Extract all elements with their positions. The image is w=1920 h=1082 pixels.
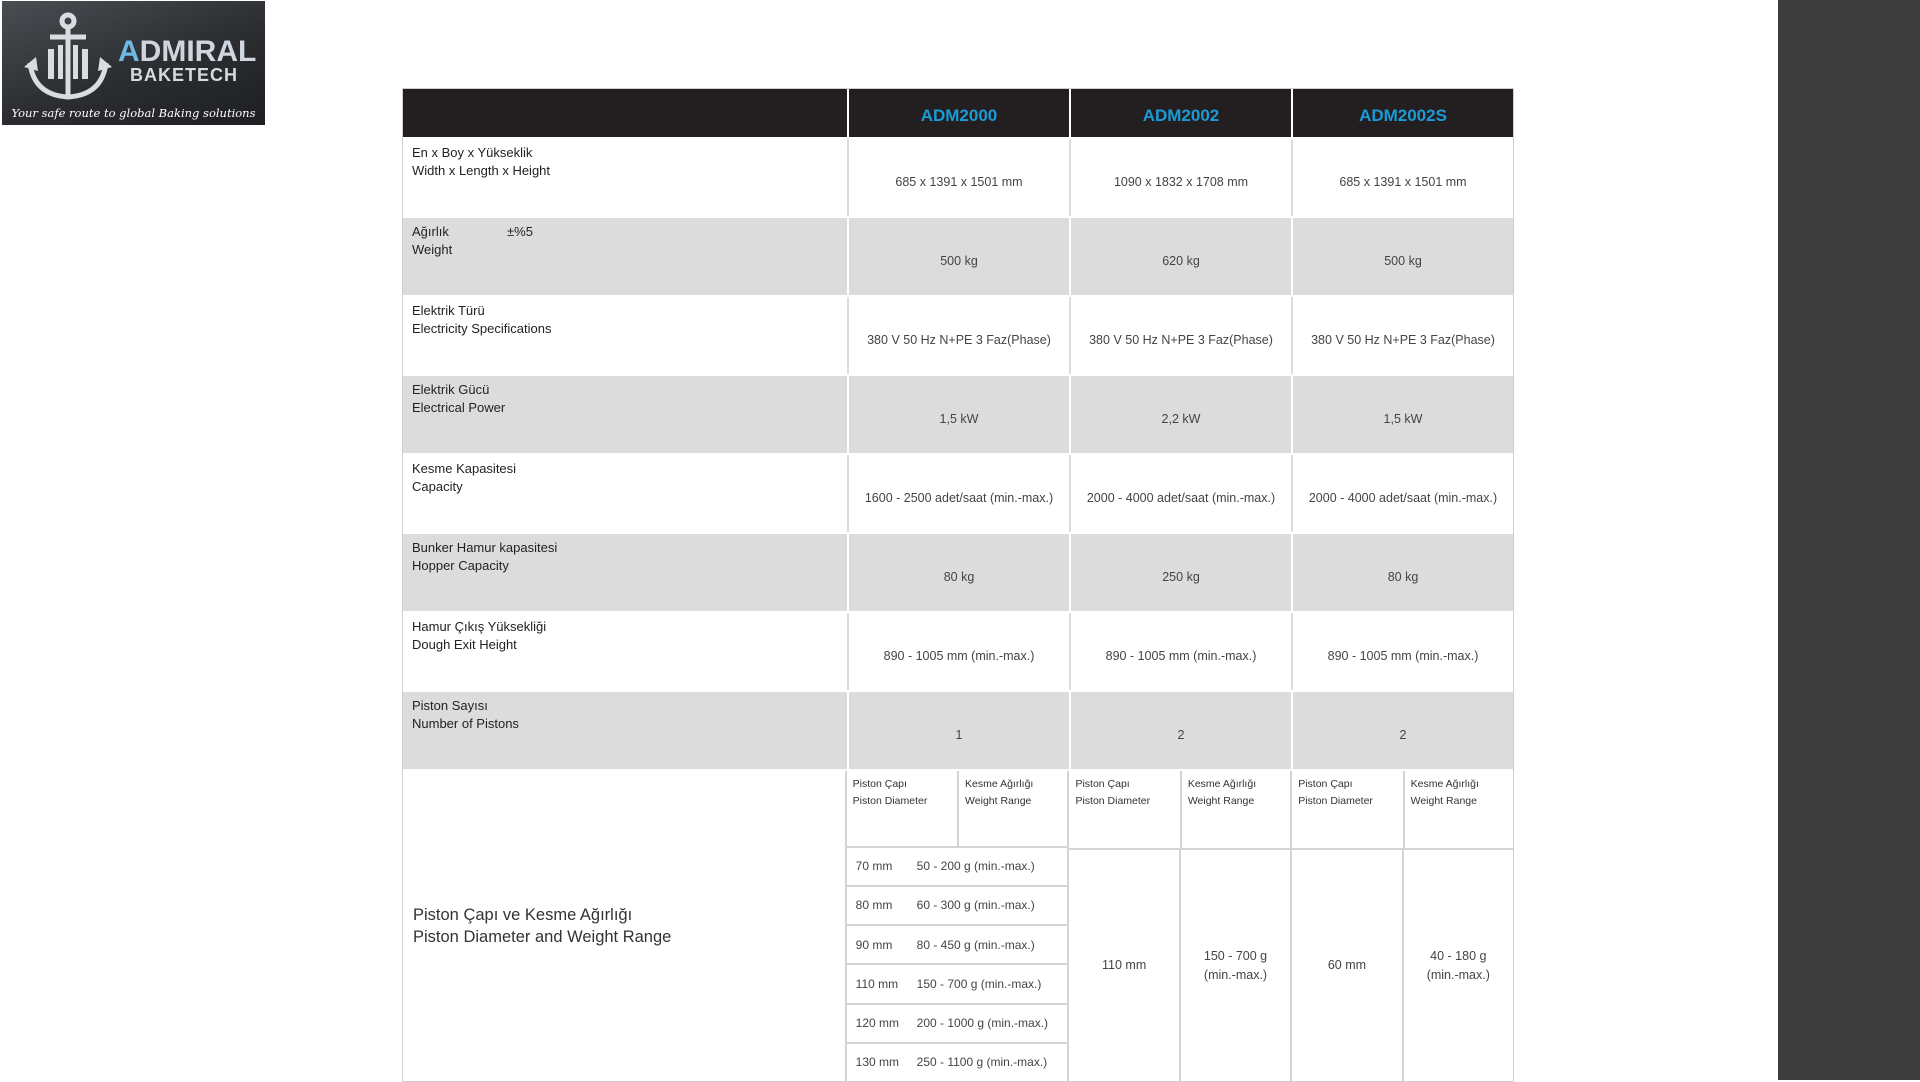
table-row-dough-exit-height xyxy=(403,613,1513,692)
anchor-logo-icon xyxy=(20,11,116,105)
value-cell: 80 kg xyxy=(847,534,1069,611)
value-cell: 80 kg xyxy=(1291,534,1513,611)
table-row-piston-diameter-weight xyxy=(403,771,1513,1081)
logo-subtitle: BAKETECH xyxy=(130,65,239,85)
value-cell: 380 V 50 Hz N+PE 3 Faz(Phase) xyxy=(847,297,1069,374)
value-cell: 250 kg xyxy=(1069,534,1291,611)
value-cell: 1,5 kW xyxy=(847,376,1069,453)
value-cell: 2 xyxy=(1069,692,1291,769)
admiral-baketech-logo xyxy=(2,1,265,125)
value-cell: 685 x 1391 x 1501 mm xyxy=(1291,139,1513,216)
row-label: Kesme Kapasitesi Capacity xyxy=(412,461,517,494)
piston-values xyxy=(1069,850,1290,1081)
right-sidebar-band xyxy=(1778,0,1920,1080)
row-label: En x Boy x Yükseklik Width x Length x Height xyxy=(412,145,551,178)
value-cell: 500 kg xyxy=(847,218,1069,295)
table-row-number-of-pistons xyxy=(403,692,1513,771)
value-cell: 2000 - 4000 adet/saat (min.-max.) xyxy=(1291,455,1513,532)
row-label: Ağırlık ±%5 Weight xyxy=(412,224,533,257)
row-label: Elektrik Gücü Electrical Power xyxy=(412,382,506,415)
weight-range-header: Kesme Ağırlığı Weight Range xyxy=(1180,771,1290,848)
piston-group-adm2002 xyxy=(1067,771,1290,1081)
piston-diameter-value: 110 mm xyxy=(1102,958,1147,972)
piston-group-adm2000 xyxy=(845,771,1068,1081)
piston-diameter-value: 60 mm xyxy=(1327,958,1367,972)
row-label: Piston Sayısı Number of Pistons xyxy=(412,698,519,731)
list-item: 80 mm 60 - 300 g (min.-max.) xyxy=(847,887,1068,926)
row-label: Bunker Hamur kapasitesi Hopper Capacity xyxy=(412,540,558,573)
table-row-electricity-type xyxy=(403,297,1513,376)
value-cell: 2 xyxy=(1291,692,1513,769)
piston-subheader xyxy=(847,771,1068,848)
table-header-row xyxy=(403,89,1513,139)
value-cell: 1,5 kW xyxy=(1291,376,1513,453)
value-cell: 890 - 1005 mm (min.-max.) xyxy=(847,613,1069,690)
weight-range-value: 150 - 700 g (min.-max.) xyxy=(1179,850,1290,1081)
list-item: 90 mm 80 - 450 g (min.-max.) xyxy=(847,926,1068,965)
model-header-adm2000: ADM2000 xyxy=(847,89,1069,137)
value-cell: 1090 x 1832 x 1708 mm xyxy=(1069,139,1291,216)
header-blank-cell xyxy=(403,89,847,137)
value-cell: 380 V 50 Hz N+PE 3 Faz(Phase) xyxy=(1291,297,1513,374)
weight-range-header: Kesme Ağırlığı Weight Range xyxy=(1403,771,1513,848)
value-cell: 890 - 1005 mm (min.-max.) xyxy=(1291,613,1513,690)
model-header-adm2002s: ADM2002S xyxy=(1291,89,1513,137)
piston-values xyxy=(1292,850,1513,1081)
piston-row-label: Piston Çapı ve Kesme Ağırlığı Piston Diameter and Weight Range xyxy=(413,906,672,946)
table-row-electrical-power xyxy=(403,376,1513,455)
table-row-weight xyxy=(403,218,1513,297)
piston-subheader xyxy=(1292,771,1513,850)
table-row-hopper-capacity xyxy=(403,534,1513,613)
value-cell: 2,2 kW xyxy=(1069,376,1291,453)
piston-group-adm2002s xyxy=(1290,771,1513,1081)
piston-diameter-header: Piston Çapı Piston Diameter xyxy=(1298,778,1373,807)
list-item: 110 mm 150 - 700 g (min.-max.) xyxy=(847,965,1068,1004)
weight-range-value: 40 - 180 g (min.-max.) xyxy=(1402,850,1513,1081)
piston-subheader xyxy=(1069,771,1290,850)
value-cell: 1 xyxy=(847,692,1069,769)
value-cell: 890 - 1005 mm (min.-max.) xyxy=(1069,613,1291,690)
value-cell: 685 x 1391 x 1501 mm xyxy=(847,139,1069,216)
list-item: 130 mm 250 - 1100 g (min.-max.) xyxy=(855,1055,1048,1070)
row-label: Elektrik Türü Electricity Specifications xyxy=(412,303,552,336)
list-item: 70 mm 50 - 200 g (min.-max.) xyxy=(847,848,1068,887)
value-cell: 2000 - 4000 adet/saat (min.-max.) xyxy=(1069,455,1291,532)
value-cell: 620 kg xyxy=(1069,218,1291,295)
logo-tagline: Your safe route to global Baking solutions xyxy=(11,106,256,120)
value-cell: 1600 - 2500 adet/saat (min.-max.) xyxy=(847,455,1069,532)
table-row-dimensions xyxy=(403,139,1513,218)
value-cell: 380 V 50 Hz N+PE 3 Faz(Phase) xyxy=(1069,297,1291,374)
model-header-adm2002: ADM2002 xyxy=(1069,89,1291,137)
logo-title: ADMIRAL xyxy=(118,35,257,68)
list-item: 120 mm 200 - 1000 g (min.-max.) xyxy=(847,1005,1068,1044)
specification-table xyxy=(402,88,1514,1082)
piston-diameter-header: Piston Çapı Piston Diameter xyxy=(1075,778,1151,807)
table-row-capacity xyxy=(403,455,1513,534)
row-label: Hamur Çıkış Yüksekliği Dough Exit Height xyxy=(412,619,547,652)
value-cell: 500 kg xyxy=(1291,218,1513,295)
weight-range-header: Kesme Ağırlığı Weight Range xyxy=(957,771,1067,846)
piston-diameter-header: Piston Çapı Piston Diameter xyxy=(852,778,928,807)
